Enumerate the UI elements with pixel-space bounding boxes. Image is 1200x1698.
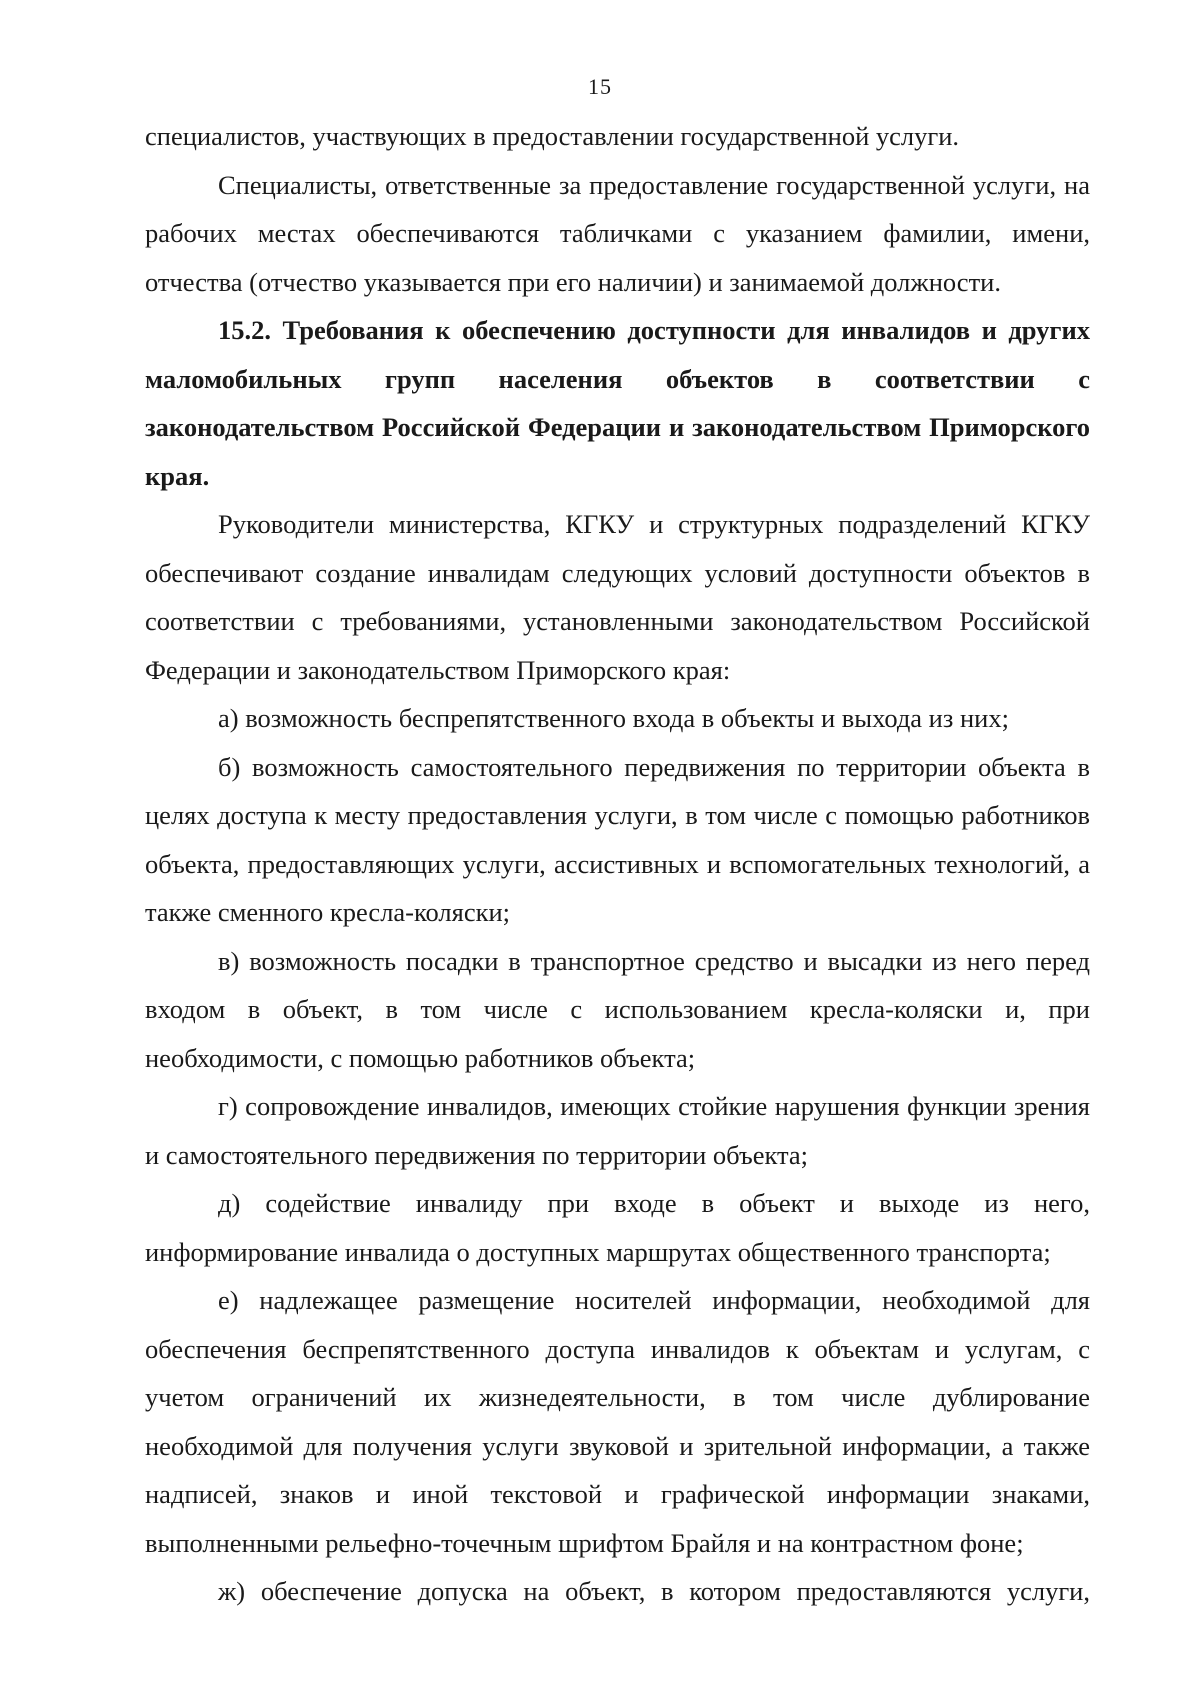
list-item-v: в) возможность посадки в транспортное средство и высадки из него перед входом в объект, в том числе с использованием кресла-коляски и, при необходимости, с помощью работников объекта;	[145, 945, 1090, 1073]
list-item-zh: ж) обеспечение допуска на объект, в котором предоставляются услуги,	[218, 1576, 1090, 1606]
paragraph-specialists: Специалисты, ответственные за предоставление государственной услуги, на рабочих местах обеспечиваются табличками с указанием фамилии, имени, отчества (отчество указывается при его наличии) и занимаемой должности.	[145, 169, 1090, 297]
list-item-a: а) возможность беспрепятственного входа в объекты и выхода из них;	[218, 703, 1009, 733]
list-item-e: е) надлежащее размещение носителей информации, необходимой для обеспечения беспрепятственного доступа инвалидов к объектам и услугам, с учетом ограничений их жизнедеятельности, в том числе дублирование необходимой для получения услуги звуковой и зрительной информации, а также надписей, знаков и иной текстовой и графической информации знаками, выполненными рельефно-точечным шрифтом Брайля и на контрастном фоне;	[145, 1285, 1090, 1558]
paragraph-managers: Руководители министерства, КГКУ и структурных подразделений КГКУ обеспечивают создание инвалидам следующих условий доступности объектов в соответствии с требованиями, установленными законодательством Российской Федерации и законодательством Приморского края:	[145, 509, 1090, 685]
page-number: 15	[588, 74, 612, 99]
list-item-d: д) содействие инвалиду при входе в объект и выходе из него, информирование инвалида о доступных маршрутах общественного транспорта;	[145, 1188, 1090, 1267]
list-item-b: б) возможность самостоятельного передвижения по территории объекта в целях доступа к месту предоставления услуги, в том числе с помощью работников объекта, предоставляющих услуги, ассистивных и вспомогательных технологий, а также сменного кресла-коляски;	[145, 751, 1090, 927]
section-heading-15-2: 15.2. Требования к обеспечению доступности для инвалидов и других маломобильных групп населения объектов в соответствии с законодательством Российской Федерации и законодательством Приморского края.	[145, 315, 1090, 491]
list-item-g: г) сопровождение инвалидов, имеющих стойкие нарушения функции зрения и самостоятельного передвижения по территории объекта;	[145, 1091, 1090, 1170]
paragraph-continuation: специалистов, участвующих в предоставлении государственной услуги.	[145, 121, 960, 151]
document-body	[145, 112, 1090, 1616]
